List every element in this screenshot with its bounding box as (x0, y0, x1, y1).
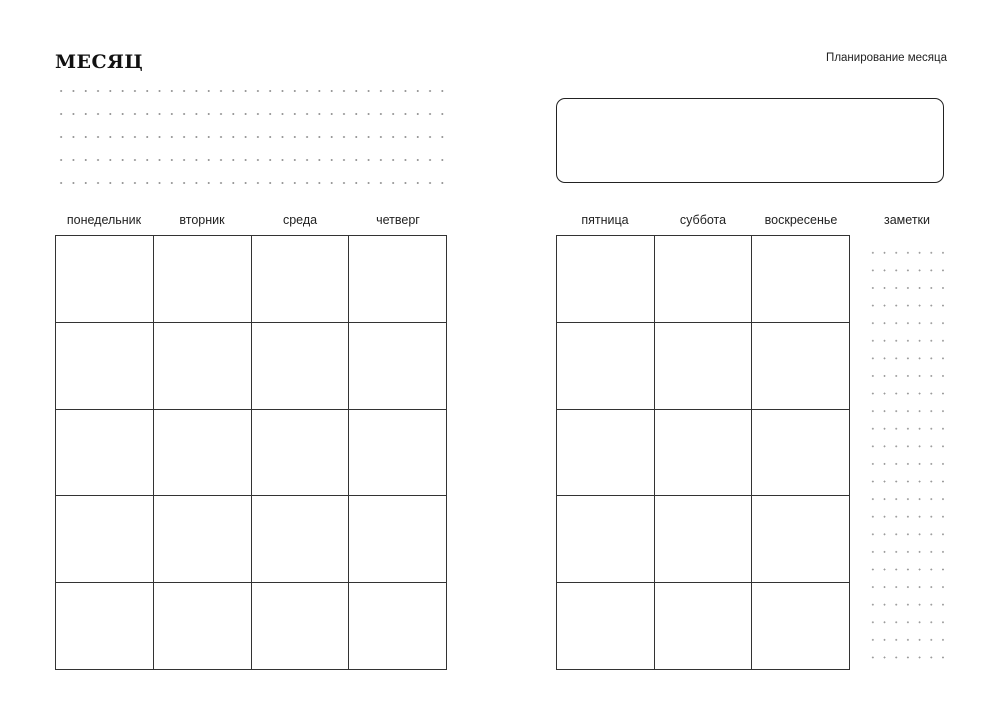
dotted-line (55, 136, 447, 138)
calendar-day-cell[interactable] (655, 236, 753, 323)
calendar-day-cell[interactable] (349, 323, 447, 410)
calendar-day-cell[interactable] (655, 410, 753, 497)
dotted-writing-lines (55, 90, 447, 205)
day-label-thursday: четверг (376, 213, 420, 227)
calendar-day-cell[interactable] (349, 583, 447, 670)
calendar-day-cell[interactable] (56, 236, 154, 323)
calendar-day-cell[interactable] (349, 496, 447, 583)
calendar-day-cell[interactable] (752, 410, 850, 497)
calendar-day-cell[interactable] (655, 583, 753, 670)
notes-label: заметки (884, 213, 930, 227)
calendar-grid-right (556, 235, 850, 670)
calendar-day-cell[interactable] (56, 410, 154, 497)
calendar-grid-left (55, 235, 447, 670)
calendar-day-cell[interactable] (154, 583, 252, 670)
day-label-sunday: воскресенье (764, 213, 838, 227)
calendar-day-cell[interactable] (154, 323, 252, 410)
calendar-day-cell[interactable] (752, 236, 850, 323)
calendar-day-cell[interactable] (752, 496, 850, 583)
dotted-line (55, 182, 447, 184)
calendar-day-cell[interactable] (655, 496, 753, 583)
calendar-day-cell[interactable] (56, 583, 154, 670)
calendar-day-cell[interactable] (252, 496, 350, 583)
calendar-day-cell[interactable] (56, 323, 154, 410)
calendar-day-cell[interactable] (349, 236, 447, 323)
calendar-day-cell[interactable] (557, 410, 655, 497)
calendar-day-cell[interactable] (557, 496, 655, 583)
calendar-day-cell[interactable] (252, 323, 350, 410)
dotted-line (55, 159, 447, 161)
calendar-day-cell[interactable] (557, 323, 655, 410)
goals-box[interactable] (556, 98, 944, 183)
page-subtitle: Планирование месяца (826, 52, 947, 64)
calendar-day-cell[interactable] (557, 236, 655, 323)
notes-dotted-area[interactable] (867, 244, 949, 672)
calendar-day-cell[interactable] (252, 583, 350, 670)
calendar-day-cell[interactable] (56, 496, 154, 583)
day-label-monday: понедельник (66, 213, 142, 227)
calendar-day-cell[interactable] (252, 236, 350, 323)
calendar-day-cell[interactable] (752, 583, 850, 670)
page-title: МЕСЯЦ (55, 51, 144, 73)
calendar-day-cell[interactable] (655, 323, 753, 410)
calendar-day-cell[interactable] (154, 236, 252, 323)
dotted-line (55, 113, 447, 115)
dotted-line (55, 90, 447, 92)
day-label-tuesday: вторник (179, 213, 225, 227)
calendar-day-cell[interactable] (154, 410, 252, 497)
day-label-saturday: суббота (679, 213, 727, 227)
day-label-wednesday: среда (282, 213, 318, 227)
calendar-day-cell[interactable] (349, 410, 447, 497)
day-label-friday: пятница (581, 213, 629, 227)
calendar-day-cell[interactable] (557, 583, 655, 670)
calendar-day-cell[interactable] (154, 496, 252, 583)
calendar-day-cell[interactable] (752, 323, 850, 410)
calendar-day-cell[interactable] (252, 410, 350, 497)
